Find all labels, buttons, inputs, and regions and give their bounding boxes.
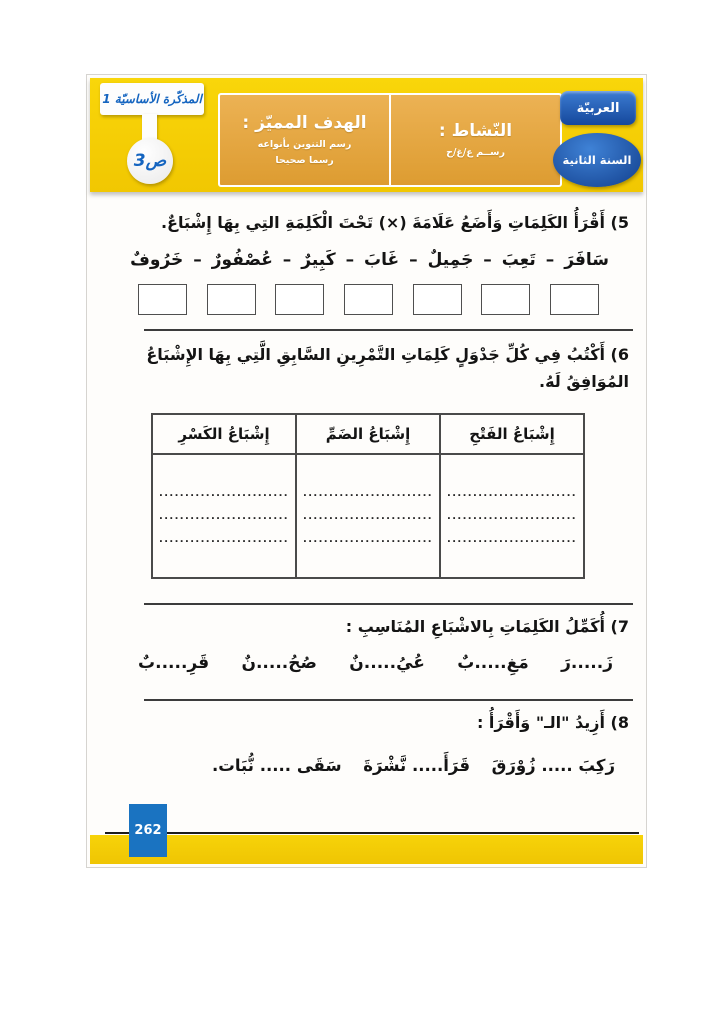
answer-box[interactable]: [550, 284, 599, 315]
notebook-series-label: المذكّرة الأساسيّة 1: [102, 92, 202, 106]
dash-separator: –: [409, 250, 418, 271]
ex5-word: جَمِيلٌ: [427, 250, 474, 271]
ex5-word: تَعِبَ: [501, 250, 536, 271]
dotted-answer-line[interactable]: .........................: [159, 510, 289, 522]
worksheet-page: [86, 74, 647, 868]
ex5-word: سَافَرَ: [564, 250, 609, 271]
dotted-answer-line[interactable]: .........................: [447, 533, 577, 545]
activity-subtitle: رســم ع/غ/ح: [446, 146, 505, 158]
ex8-words-row: [212, 753, 615, 779]
ishba-column-cell: [152, 454, 296, 578]
ishba-column-cell: [440, 454, 584, 578]
footer-band: [90, 835, 643, 864]
exercises-content: [90, 195, 643, 833]
exercise5-heading: 5) أَقْرَأُ الكَلِمَاتِ وَأَضَعُ عَلَامَةَ (×) تَحْتَ الْكَلِمَةِ التِي بِهَا إِشْبَاعٌ.: [160, 213, 629, 232]
ex8-word: رَكِبَ ..... زُوْرَقَ: [491, 755, 615, 775]
objective-title: الهدف المميّز :: [242, 113, 367, 134]
dotted-answer-line[interactable]: .........................: [303, 533, 433, 545]
ex8-word: سَقَى ..... نُّبَات.: [212, 755, 342, 775]
header-band: [90, 78, 643, 192]
ishba-column-header: إِشْبَاعُ الكَسْرِ: [152, 414, 296, 454]
page-badge-label: ص3: [133, 151, 167, 171]
answer-box[interactable]: [207, 284, 256, 315]
objective-subtitle-line1: رسم التنوين بأنواعه: [257, 138, 352, 150]
ex7-word: عُيُ.....نٌ: [349, 653, 425, 674]
activity-panel: [391, 95, 560, 185]
ex7-word: زَ.....رَ: [561, 653, 613, 674]
answer-box[interactable]: [481, 284, 530, 315]
dash-separator: –: [545, 250, 555, 271]
answer-box[interactable]: [413, 284, 462, 315]
dash-separator: –: [483, 250, 492, 271]
dotted-answer-line[interactable]: .........................: [447, 487, 577, 499]
year-tab-label: السنة الثانية: [562, 153, 632, 167]
header-info-box: [218, 93, 562, 187]
ishba-table: [151, 413, 585, 579]
ex7-word: قَرِ.....بٌ: [138, 653, 210, 674]
answer-box[interactable]: [138, 284, 187, 315]
ex5-answer-boxes-row: [138, 284, 599, 315]
page-number-label: 262: [134, 823, 162, 838]
year-tab: [553, 133, 641, 187]
ex7-word: مَغِ.....بٌ: [457, 653, 529, 674]
dash-separator: –: [282, 250, 292, 271]
subject-tab: [560, 91, 636, 125]
objective-subtitle-line2: رسما صحيحا: [275, 154, 334, 166]
ex5-word: خَرُوفٌ: [130, 250, 184, 271]
dotted-answer-line[interactable]: .........................: [159, 487, 289, 499]
ishba-column-cell: [296, 454, 440, 578]
ishba-table-header-row: [152, 414, 584, 454]
page-badge: [127, 138, 173, 184]
dotted-answer-line[interactable]: .........................: [447, 510, 577, 522]
ex7-words-row: [138, 650, 613, 677]
exercise6-heading: 6) أَكْتُبُ فِي كُلِّ جَدْوَلٍ كَلِمَاتِ التَّمْرِينِ السَّابِقِ الَّتِي بِهَا الإِشْبَاعُ المُوَافِقُ لَهُ.: [146, 344, 629, 391]
objective-panel: [220, 95, 391, 185]
dotted-answer-line[interactable]: .........................: [159, 533, 289, 545]
ex5-word: كَبِيرٌ: [301, 250, 336, 271]
answer-box[interactable]: [344, 284, 393, 315]
dotted-answer-line[interactable]: .........................: [303, 510, 433, 522]
footer-rule: [105, 832, 639, 834]
section-divider: [144, 329, 633, 331]
ishba-column-header: إِشْبَاعُ الفَتْحِ: [440, 414, 584, 454]
exercise8-heading: 8) أَزِيدُ "الـ" وَأَقْرَأُ :: [476, 713, 629, 733]
ishba-column-header: إِشْبَاعُ الضَمِّ: [296, 414, 440, 454]
ex5-word: غَابَ: [364, 250, 400, 271]
answer-box[interactable]: [275, 284, 324, 315]
ex8-word: قَرَأَ..... نَّشْرَةَ: [363, 755, 471, 775]
section-divider: [144, 603, 633, 605]
page-number-badge: [129, 804, 167, 857]
subject-tab-label: العربيّة: [576, 100, 620, 116]
dotted-answer-line[interactable]: .........................: [303, 487, 433, 499]
activity-title: النّشاط :: [438, 121, 513, 142]
ex5-words-row: [130, 248, 609, 274]
ex7-word: صُحُ.....نٌ: [241, 653, 317, 674]
dash-separator: –: [345, 250, 355, 271]
ishba-table-body-row: [152, 454, 584, 578]
ex5-word: عُصْفُورٌ: [211, 250, 273, 271]
notebook-series-tab: [100, 83, 204, 115]
exercise7-heading: 7) أُكَمِّلُ الكَلِمَاتِ بِالاشْبَاعِ المُنَاسِبِ :: [345, 617, 629, 637]
section-divider: [144, 699, 633, 701]
dash-separator: –: [193, 250, 202, 271]
